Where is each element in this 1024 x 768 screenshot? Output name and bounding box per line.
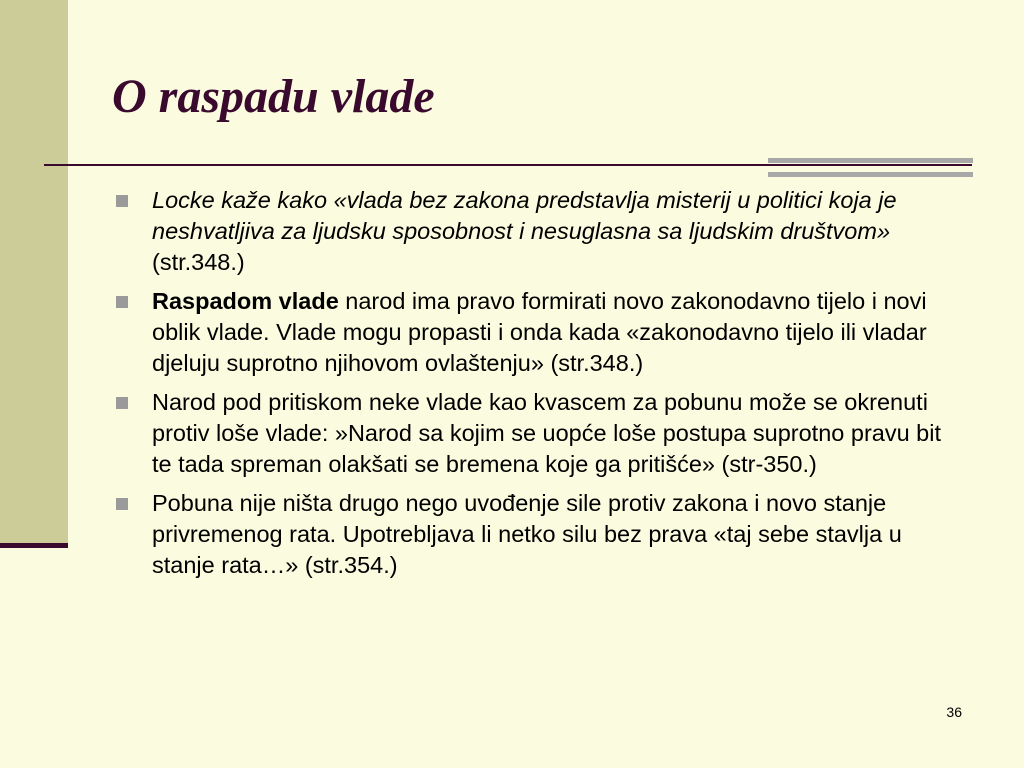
title-gray-bar-top bbox=[768, 158, 973, 163]
bullet-item-2 bbox=[116, 286, 966, 379]
side-band-decoration bbox=[0, 0, 68, 544]
title-gray-bar-bottom bbox=[768, 172, 973, 177]
square-bullet-icon bbox=[116, 397, 128, 409]
square-bullet-icon bbox=[116, 195, 128, 207]
bullet-item-4 bbox=[116, 488, 966, 581]
slide-title: O raspadu vlade bbox=[112, 70, 435, 123]
side-band-underline bbox=[0, 543, 68, 548]
square-bullet-icon bbox=[116, 498, 128, 510]
page-number: 36 bbox=[946, 704, 962, 720]
bullet-2-text: narod ima pravo formirati novo zakonodavno tijelo i novi oblik vlade. Vlade mogu propasti i onda kada «zakonodavno tijelo ili vladar djeluju suprotno njihovom ovlaštenju» (str.348.) bbox=[152, 288, 927, 376]
bullet-list bbox=[116, 185, 966, 589]
title-rule bbox=[44, 164, 972, 166]
bullet-item-3 bbox=[116, 387, 966, 480]
bullet-2-strong: Raspadom vlade bbox=[152, 288, 339, 314]
bullet-1-reference: (str.348.) bbox=[152, 249, 245, 275]
bullet-item-1 bbox=[116, 185, 966, 278]
bullet-4-text: Pobuna nije ništa drugo nego uvođenje sile protiv zakona i novo stanje privremenog rata. Upotrebljava li netko silu bez prava «taj sebe stavlja u stanje rata…» (str.354.) bbox=[152, 490, 902, 578]
bullet-1-quote: Locke kaže kako «vlada bez zakona predstavlja misterij u politici koja je neshvatljiva za ljudsku sposobnost i nesuglasna sa ljudskim društvom» bbox=[152, 187, 897, 244]
square-bullet-icon bbox=[116, 296, 128, 308]
bullet-3-text: Narod pod pritiskom neke vlade kao kvascem za pobunu može se okrenuti protiv loše vlade: »Narod sa kojim se uopće loše postupa suprotno pravu bit te tada spreman olakšati se bremena koje ga pritišće» (str-350.) bbox=[152, 389, 942, 477]
